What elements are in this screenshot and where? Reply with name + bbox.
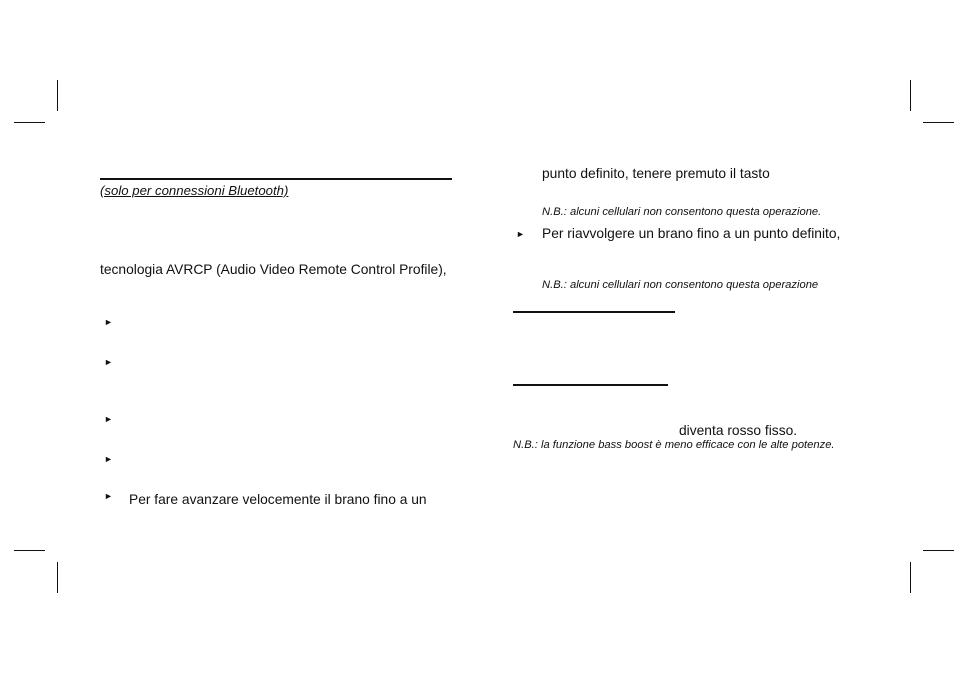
bullet-arrow-icon: ► bbox=[104, 357, 113, 367]
bullet-arrow-icon: ► bbox=[104, 454, 113, 464]
crop-mark-bottom-left-vertical bbox=[57, 562, 58, 593]
bass-boost-line: diventa rosso fisso. bbox=[679, 423, 798, 438]
section-heading-rule bbox=[513, 384, 668, 386]
crop-mark-top-right-horizontal bbox=[923, 122, 954, 123]
avrcp-line: tecnologia AVRCP (Audio Video Remote Control Profile), bbox=[100, 262, 447, 277]
bullet-arrow-icon: ► bbox=[516, 229, 525, 239]
section-heading-rule bbox=[100, 178, 452, 180]
section-subtitle: (solo per connessioni Bluetooth) bbox=[100, 183, 289, 198]
crop-mark-top-right-vertical bbox=[910, 80, 911, 111]
forward-item-text: Per fare avanzare velocemente il brano fino a un bbox=[129, 492, 427, 507]
crop-mark-bottom-right-vertical bbox=[910, 562, 911, 593]
note-1: N.B.: alcuni cellulari non consentono questa operazione. bbox=[542, 206, 822, 218]
crop-mark-top-left-vertical bbox=[57, 80, 58, 111]
note-3: N.B.: la funzione bass boost è meno efficace con le alte potenze. bbox=[513, 439, 835, 451]
crop-mark-bottom-right-horizontal bbox=[923, 550, 954, 551]
crop-mark-top-left-horizontal bbox=[14, 122, 45, 123]
bullet-arrow-icon: ► bbox=[104, 414, 113, 424]
crop-mark-bottom-left-horizontal bbox=[14, 550, 45, 551]
section-heading-rule bbox=[513, 311, 675, 313]
note-2: N.B.: alcuni cellulari non consentono questa operazione bbox=[542, 279, 819, 291]
bullet-arrow-icon: ► bbox=[104, 491, 113, 501]
forward-item-continuation: punto definito, tenere premuto il tasto bbox=[542, 166, 770, 181]
bullet-arrow-icon: ► bbox=[104, 317, 113, 327]
rewind-item-text: Per riavvolgere un brano fino a un punto definito, bbox=[542, 226, 841, 241]
